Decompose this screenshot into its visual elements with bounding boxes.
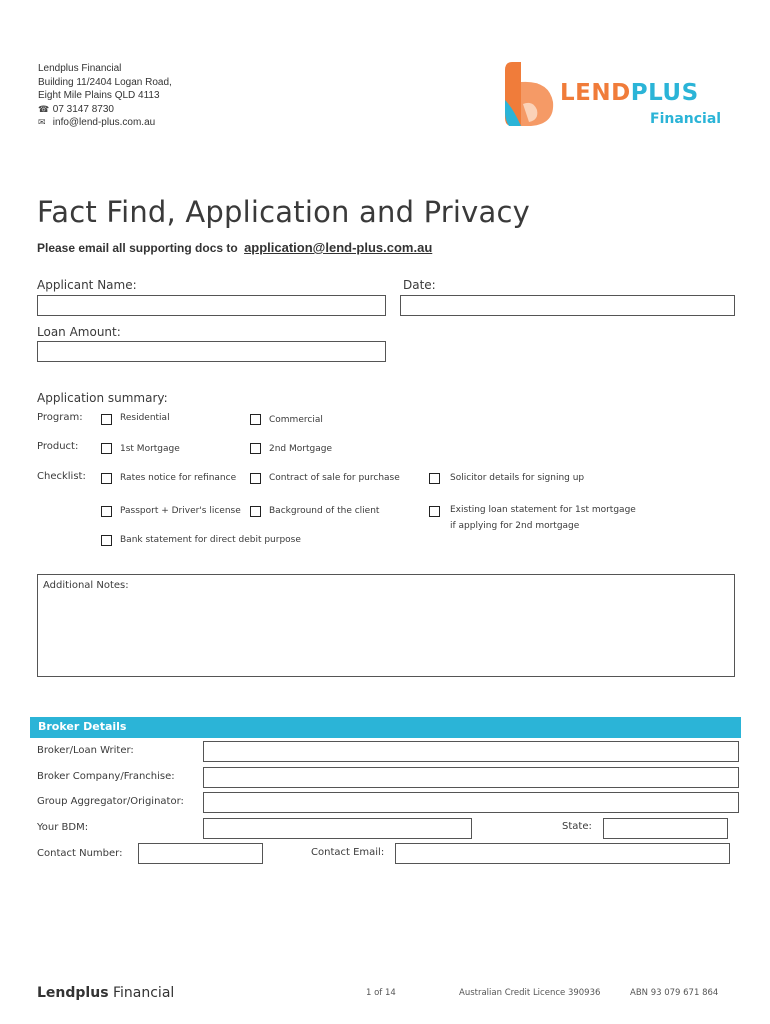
existing-loan-note: if applying for 2nd mortgage (450, 521, 580, 531)
passport-license-label: Passport + Driver's license (120, 506, 241, 516)
contract-of-sale-label: Contract of sale for purchase (269, 473, 400, 483)
contact-email-label: Contact Email: (311, 847, 385, 858)
company-email: info@lend-plus.com.au (52, 117, 156, 128)
credit-licence: Australian Credit Licence 390936 (459, 988, 601, 998)
passport-license-checkbox[interactable] (101, 506, 112, 517)
loan-amount-field[interactable] (37, 341, 386, 362)
state-label: State: (562, 821, 592, 832)
bdm-field[interactable] (203, 818, 472, 839)
second-mortgage-label: 2nd Mortgage (269, 444, 332, 454)
page-title: Fact Find, Application and Privacy (37, 195, 531, 229)
email-row (38, 116, 172, 130)
second-mortgage-checkbox[interactable] (250, 443, 261, 454)
checklist-label: Checklist: (37, 471, 86, 482)
logo-word-plus: PLUS (630, 80, 699, 106)
group-aggregator-label: Group Aggregator/Originator: (37, 796, 184, 807)
loan-amount-label: Loan Amount: (37, 325, 121, 339)
contact-email-field[interactable] (395, 843, 730, 864)
footer-brand-light: Financial (108, 985, 175, 1001)
broker-company-field[interactable] (203, 767, 739, 788)
page-number: 1 of 14 (366, 988, 396, 998)
footer-brand-bold: Lendplus (37, 985, 109, 1001)
broker-details-heading: Broker Details (38, 720, 127, 733)
address-line-2: Eight Mile Plains QLD 4113 (38, 90, 160, 101)
rates-notice-checkbox[interactable] (101, 473, 112, 484)
phone-row (38, 103, 172, 117)
existing-loan-checkbox[interactable] (429, 506, 440, 517)
email-instruction (37, 240, 432, 255)
residential-checkbox[interactable] (101, 414, 112, 425)
logo-wordmark (560, 80, 699, 106)
phone-icon: ☎ (38, 103, 50, 114)
commercial-checkbox[interactable] (250, 414, 261, 425)
broker-loan-writer-label: Broker/Loan Writer: (37, 745, 134, 756)
footer-brand (37, 985, 174, 1001)
address-line-1: Building 11/2404 Logan Road, (38, 76, 172, 88)
applicant-name-label: Applicant Name: (37, 278, 137, 292)
residential-label: Residential (120, 413, 170, 423)
solicitor-details-label: Solicitor details for signing up (450, 473, 585, 483)
application-email-link[interactable]: application@lend-plus.com.au (244, 240, 433, 255)
rates-notice-label: Rates notice for refinance (120, 473, 237, 483)
broker-company-label: Broker Company/Franchise: (37, 771, 175, 782)
state-field[interactable] (603, 818, 728, 839)
broker-details-header (30, 717, 741, 738)
additional-notes-field[interactable] (37, 574, 735, 677)
bank-statement-checkbox[interactable] (101, 535, 112, 546)
client-background-label: Background of the client (269, 506, 380, 516)
bank-statement-label: Bank statement for direct debit purpose (120, 535, 301, 545)
logo-word-lend: LEND (560, 80, 631, 106)
product-label: Product: (37, 441, 79, 452)
applicant-name-field[interactable] (37, 295, 386, 316)
phone-number: 07 3147 8730 (52, 103, 114, 115)
solicitor-details-checkbox[interactable] (429, 473, 440, 484)
existing-loan-label: Existing loan statement for 1st mortgage (450, 505, 636, 515)
date-label: Date: (403, 278, 436, 292)
first-mortgage-label: 1st Mortgage (120, 444, 180, 454)
client-background-checkbox[interactable] (250, 506, 261, 517)
group-aggregator-field[interactable] (203, 792, 739, 813)
contact-number-label: Contact Number: (37, 848, 123, 859)
abn: ABN 93 079 671 864 (630, 988, 719, 998)
application-summary-heading: Application summary: (37, 391, 168, 405)
company-name: Lendplus Financial (38, 63, 122, 74)
company-address (38, 62, 172, 130)
date-field[interactable] (400, 295, 735, 316)
broker-loan-writer-field[interactable] (203, 741, 739, 762)
envelope-icon: ✉ (38, 117, 46, 127)
logo-subtitle: Financial (650, 111, 722, 127)
email-prompt: Please email all supporting docs to (37, 241, 238, 255)
contract-of-sale-checkbox[interactable] (250, 473, 261, 484)
contact-number-field[interactable] (138, 843, 263, 864)
bdm-label: Your BDM: (37, 822, 89, 833)
commercial-label: Commercial (269, 415, 323, 425)
additional-notes-label: Additional Notes: (43, 580, 129, 591)
first-mortgage-checkbox[interactable] (101, 443, 112, 454)
program-label: Program: (37, 412, 83, 423)
